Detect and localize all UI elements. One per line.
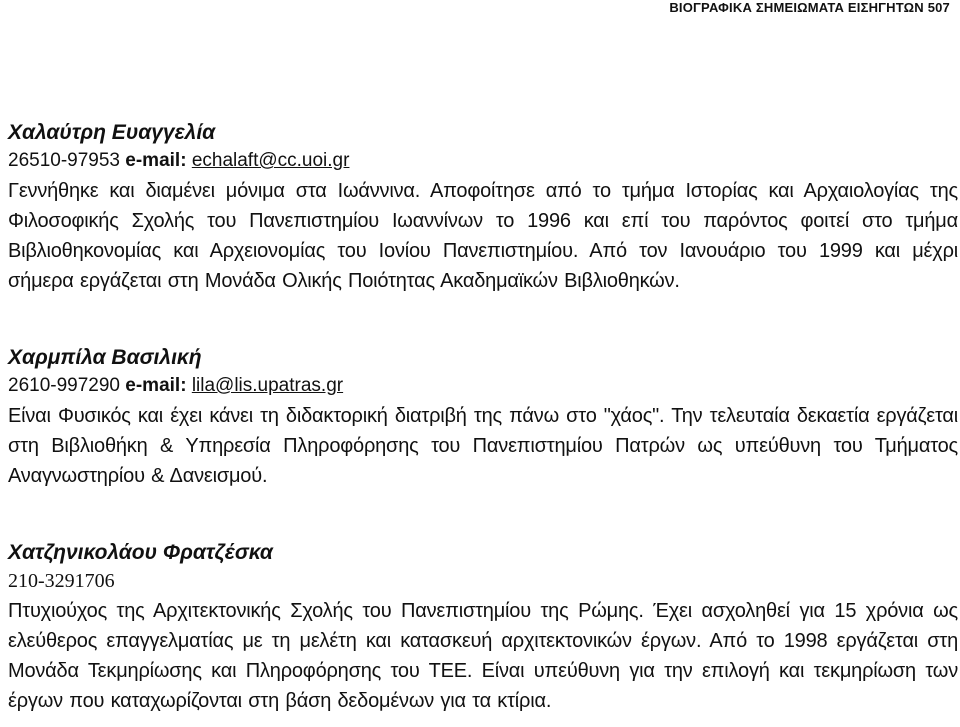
email-link[interactable]: echalaft@cc.uoi.gr bbox=[191, 150, 350, 171]
email-link[interactable]: lila@lis.upatras.gr bbox=[191, 375, 344, 396]
person-name: Χαρμπίλα Βασιλική bbox=[8, 346, 202, 369]
phone-number: 26510-97953 bbox=[8, 150, 120, 171]
running-header: ΒΙΟΓΡΑΦΙΚΑ ΣΗΜΕΙΩΜΑΤΑ ΕΙΣΗΓΗΤΩΝ 507 bbox=[669, 0, 950, 15]
bio-text: Γεννήθηκε και διαμένει μόνιμα στα Ιωάννινα. Αποφοίτησε από το τμήμα Ιστορίας και Αρχαιολογίας της Φιλοσοφικής Σχολής του Πανεπιστημίου Ιωαννίνων το 1996 και επί του παρόντος φοιτεί στο τμήμα Βιβλιοθηκονομίας και Αρχειονομίας του Ιονίου Πανεπιστημίου. Από τον Ιανουάριο του 1999 και μέχρι σήμερα εργάζεται στη Μονάδα Ολικής Ποιότητας Ακαδημαϊκών Βιβλιοθηκών. bbox=[8, 180, 958, 292]
phone-number: 210-3291706 bbox=[8, 570, 115, 592]
contact-line bbox=[8, 566, 958, 596]
bio-entry bbox=[8, 540, 958, 716]
phone-number: 2610-997290 bbox=[8, 375, 120, 396]
person-name: Χατζηνικολάου Φρατζέσκα bbox=[8, 541, 273, 564]
email-label: e-mail: bbox=[125, 150, 187, 171]
bio-text: Είναι Φυσικός και έχει κάνει τη διδακτορική διατριβή της πάνω στο "χάος". Την τελευταία δεκαετία εργάζεται στη Βιβλιοθήκη & Υπηρεσία Πληροφόρησης του Πανεπιστημίου Πατρών ως υπεύθυνη του Τμήματος Αναγνωστηρίου & Δανεισμού. bbox=[8, 405, 958, 487]
contact-line bbox=[8, 371, 958, 401]
bio-entry bbox=[8, 120, 958, 296]
person-name: Χαλαύτρη Ευαγγελία bbox=[8, 121, 216, 144]
contact-line bbox=[8, 146, 958, 176]
email-label: e-mail: bbox=[125, 375, 187, 396]
bio-text: Πτυχιούχος της Αρχιτεκτονικής Σχολής του Πανεπιστημίου της Ρώμης. Έχει ασχοληθεί για 15 χρόνια ως ελεύθερος επαγγελματίας με τη μελέτη και κατασκευή αρχιτεκτονικών έργων. Από το 1998 εργάζεται στη Μονάδα Τεκμηρίωσης και Πληροφόρησης του ΤΕΕ. Είναι υπεύθυνη για την επιλογή και τεκμηρίωση των έργων που καταχωρίζονται στη βάση δεδομένων για τα κτίρια. bbox=[8, 600, 958, 712]
bio-entry bbox=[8, 345, 958, 491]
